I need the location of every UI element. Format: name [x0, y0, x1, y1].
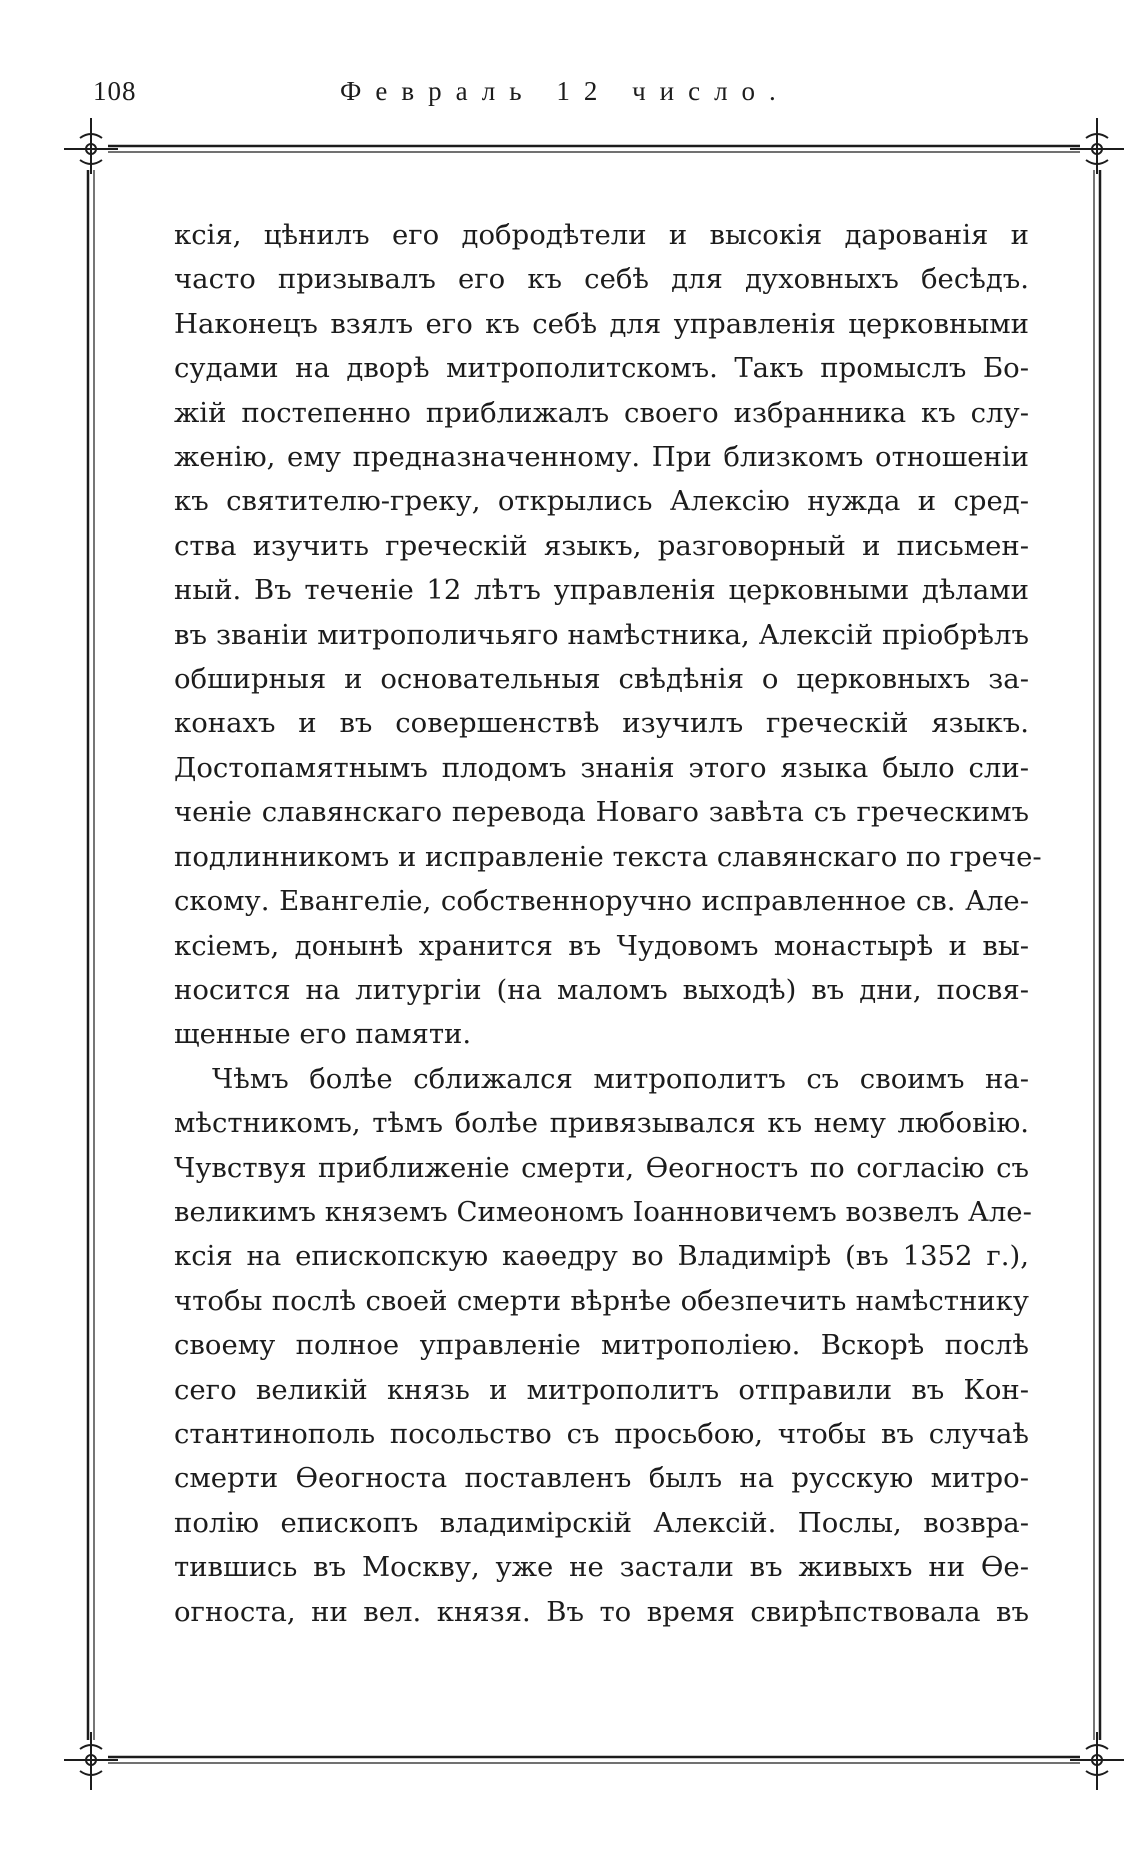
- text-line: подлинникомъ и исправленіе текста славянскаго по грече-: [174, 840, 1042, 873]
- text-line: Достопамятнымъ плодомъ знанія этого языка было сли-: [174, 751, 1029, 784]
- body-text: [174, 213, 1042, 1634]
- text-line: судами на дворѣ митрополитскомъ. Такъ промыслъ Бо-: [174, 352, 1029, 385]
- corner-ornament-bottom-right: [1070, 1732, 1124, 1790]
- text-line: женію, ему предназначенному. При близкомъ отношеніи: [174, 441, 1029, 474]
- text-line: смерти Ѳеогноста поставленъ былъ на русскую митро-: [174, 1462, 1029, 1495]
- text-line: жій постепенно приближалъ своего избранника къ слу-: [174, 396, 1029, 429]
- corner-ornament-bottom-left: [64, 1732, 118, 1790]
- text-line: часто призывалъ его къ себѣ для духовныхъ бесѣдъ.: [174, 263, 1029, 296]
- running-title: Февраль 12 число.: [340, 76, 790, 106]
- text-line: къ святителю-греку, открылись Алексію нужда и сред-: [174, 485, 1029, 518]
- text-line: великимъ княземъ Симеономъ Іоанновичемъ возвелъ Але-: [174, 1195, 1032, 1228]
- text-line: ксіемъ, донынѣ хранится въ Чудовомъ монастырѣ и вы-: [174, 929, 1029, 962]
- text-line: стантинополь посольство съ просьбою, чтобы въ случаѣ: [174, 1417, 1029, 1450]
- page-number: 108: [93, 76, 137, 106]
- text-line: Чѣмъ болѣе сближался митрополитъ съ своимъ на-: [212, 1062, 1029, 1095]
- text-line: тившись въ Москву, уже не застали въ живыхъ ни Ѳе-: [174, 1551, 1029, 1584]
- text-line: Чувствуя приближеніе смерти, Ѳеогностъ по согласію съ: [174, 1151, 1029, 1184]
- text-line: въ званіи митрополичьяго намѣстника, Алексій пріобрѣлъ: [174, 618, 1029, 651]
- text-line: обширныя и основательныя свѣдѣнія о церковныхъ за-: [174, 663, 1029, 696]
- text-line: ства изучить греческій языкъ, разговорный и письмен-: [174, 529, 1029, 562]
- paragraph-1: [174, 213, 1042, 1057]
- text-line: огноста, ни вел. князя. Въ то время свирѣпствовала въ: [174, 1595, 1029, 1628]
- text-line: своему полное управленіе митрополіею. Вскорѣ послѣ: [174, 1329, 1029, 1362]
- text-line: полію епископъ владимірскій Алексій. Послы, возвра-: [174, 1506, 1029, 1539]
- paragraph-2: [174, 1057, 1032, 1634]
- text-line: ный. Въ теченіе 12 лѣтъ управленія церковными дѣлами: [174, 574, 1029, 607]
- text-line: Наконецъ взялъ его къ себѣ для управленія церковными: [174, 307, 1029, 340]
- text-line: чтобы послѣ своей смерти вѣрнѣе обезпечить намѣстнику: [174, 1284, 1029, 1317]
- text-line: ксія на епископскую каѳедру во Владимірѣ (въ 1352 г.),: [174, 1240, 1029, 1273]
- text-line: мѣстникомъ, тѣмъ болѣе привязывался къ нему любовію.: [174, 1107, 1029, 1140]
- text-line: ченіе славянскаго перевода Новаго завѣта съ греческимъ: [174, 796, 1029, 829]
- text-line: скому. Евангеліе, собственноручно исправленное св. Але-: [174, 885, 1029, 918]
- text-line: носится на литургіи (на маломъ выходѣ) въ дни, посвя-: [174, 973, 1029, 1006]
- text-line: щенные его памяти.: [174, 1018, 472, 1051]
- text-line: конахъ и въ совершенствѣ изучилъ греческій языкъ.: [174, 707, 1029, 740]
- text-line: ксія, цѣнилъ его добродѣтели и высокія дарованія и: [174, 219, 1029, 251]
- text-line: сего великій князь и митрополитъ отправили въ Кон-: [174, 1373, 1029, 1406]
